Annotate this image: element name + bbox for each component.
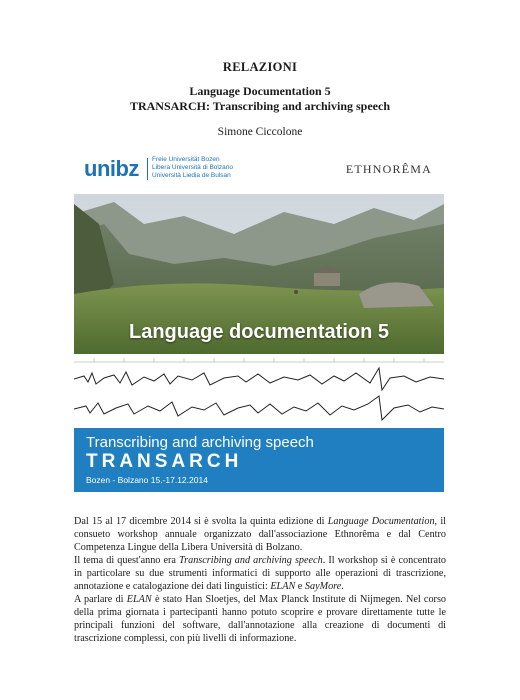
poster-dates: Bozen - Bolzano 15.-17.12.2014 <box>86 475 208 485</box>
unibz-line-it: Libera Università di Bolzano <box>152 164 233 171</box>
p1-text-b: , il consueto workshop annuale organizzato dall'associazione Ethnorêma e dal Centro Competenza Lingue della Libera Università di Bolzano. <box>74 516 446 553</box>
section-heading: RELAZIONI <box>222 60 298 74</box>
article-body <box>74 515 446 645</box>
audio-waveform <box>74 354 444 428</box>
event-poster <box>74 146 444 492</box>
poster-subtitle: Transcribing and archiving speech <box>86 434 314 451</box>
p3-text-a: A parlare di <box>74 594 127 605</box>
author-name: Simone Ciccolone <box>217 126 303 138</box>
p3-em: ELAN <box>126 594 152 605</box>
p2-em2: ELAN <box>270 581 296 592</box>
unibz-logo-divider <box>147 158 148 180</box>
p2-em: Transcribing and archiving speech <box>179 555 323 566</box>
p2-text-c: e <box>295 581 305 592</box>
unibz-logo: unibz <box>84 156 139 181</box>
p3-text-b: è stato Han Sloetjes, del Max Planck Institute di Nijmegen. Nel corso della prima giornata i partecipanti hanno potuto scoprire e provare direttamente tutte le principali funzioni del software, dall'annotazione alla creazione di documenti di trascrizione complessi, con più livelli di informazione. <box>74 594 446 644</box>
p2-text-d: . <box>341 581 344 592</box>
p2-em3: SayMore <box>304 581 342 592</box>
article-title-line1: Language Documentation 5 <box>189 84 331 98</box>
poster-logo-row <box>74 146 444 194</box>
unibz-line-lld: Università Liedia de Bulsan <box>152 172 231 179</box>
p1-em: Language Documentation <box>327 516 435 527</box>
p1-text-a: Dal 15 al 17 dicembre 2014 si è svolta la quinta edizione di <box>74 516 328 527</box>
ethnorema-logo: ETHNORÊMA <box>345 162 432 176</box>
unibz-logo-text <box>152 156 233 180</box>
poster-title-banner <box>74 428 444 492</box>
p2-text-a: Il tema di quest'anno era <box>74 555 180 566</box>
paragraph-3 <box>74 593 446 645</box>
poster-acronym: TRANSARCH <box>86 451 243 472</box>
paragraph-2 <box>74 554 446 593</box>
unibz-line-de: Freie Universität Bozen <box>152 156 220 163</box>
p2-text-b: . Il workshop si è concentrato in particolare su due strumenti informatici di supporto alle operazioni di trascrizione, annotazione e catalogazione dei dati linguistici: <box>74 555 446 592</box>
paragraph-1 <box>74 515 446 554</box>
poster-headline: Language documentation 5 <box>128 321 390 343</box>
article-title-line2: TRANSARCH: Transcribing and archiving speech <box>129 99 391 113</box>
